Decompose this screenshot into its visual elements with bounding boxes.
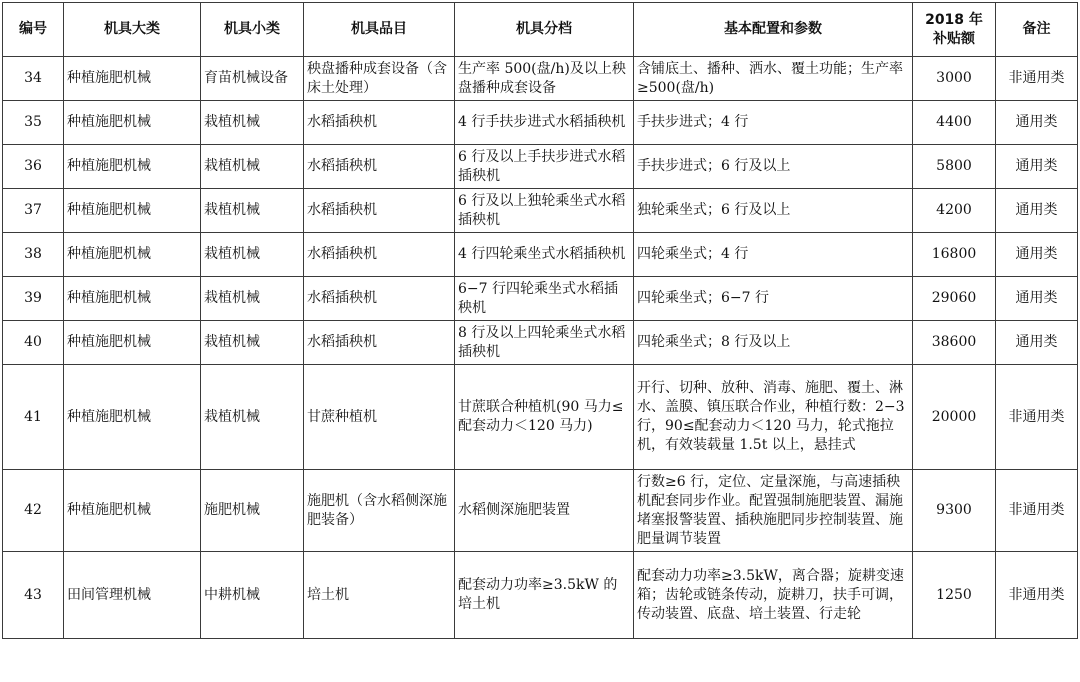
- cell-amount: 4200: [913, 189, 996, 233]
- cell-no: 40: [3, 321, 64, 365]
- cell-amount: 16800: [913, 233, 996, 277]
- cell-note: 非通用类: [996, 552, 1078, 639]
- cell-major: 种植施肥机械: [64, 189, 201, 233]
- cell-no: 35: [3, 101, 64, 145]
- table-row: [3, 233, 1078, 277]
- cell-item: 水稻插秧机: [304, 101, 455, 145]
- cell-minor: 栽植机械: [201, 321, 304, 365]
- cell-note: 通用类: [996, 321, 1078, 365]
- table-row: [3, 189, 1078, 233]
- cell-major: 种植施肥机械: [64, 101, 201, 145]
- header-note: 备注: [996, 3, 1078, 57]
- header-subsidy-year: 2018 年: [925, 11, 983, 28]
- table-row: [3, 552, 1078, 639]
- subsidy-table-container: [2, 2, 1077, 639]
- cell-item: 水稻插秧机: [304, 277, 455, 321]
- cell-minor: 中耕机械: [201, 552, 304, 639]
- cell-minor: 栽植机械: [201, 233, 304, 277]
- table-row: [3, 101, 1078, 145]
- cell-config: 四轮乘坐式；6−7 行: [634, 277, 913, 321]
- cell-major: 种植施肥机械: [64, 145, 201, 189]
- cell-no: 36: [3, 145, 64, 189]
- cell-minor: 栽植机械: [201, 101, 304, 145]
- cell-minor: 栽植机械: [201, 365, 304, 470]
- cell-item: 水稻插秧机: [304, 233, 455, 277]
- cell-no: 37: [3, 189, 64, 233]
- cell-amount: 3000: [913, 57, 996, 101]
- cell-grade: 8 行及以上四轮乘坐式水稻插秧机: [455, 321, 634, 365]
- cell-config: 含铺底土、播种、洒水、覆土功能；生产率 ≥500(盘/h): [634, 57, 913, 101]
- cell-grade: 配套动力功率≥3.5kW 的培土机: [455, 552, 634, 639]
- cell-item: 水稻插秧机: [304, 145, 455, 189]
- header-item: 机具品目: [304, 3, 455, 57]
- cell-amount: 38600: [913, 321, 996, 365]
- cell-amount: 29060: [913, 277, 996, 321]
- cell-major: 种植施肥机械: [64, 365, 201, 470]
- cell-minor: 栽植机械: [201, 189, 304, 233]
- cell-major: 田间管理机械: [64, 552, 201, 639]
- cell-no: 43: [3, 552, 64, 639]
- cell-amount: 5800: [913, 145, 996, 189]
- cell-grade: 6 行及以上手扶步进式水稻插秧机: [455, 145, 634, 189]
- cell-major: 种植施肥机械: [64, 321, 201, 365]
- cell-no: 42: [3, 470, 64, 552]
- cell-config: 配套动力功率≥3.5kW，离合器；旋耕变速箱；齿轮或链条传动，旋耕刀，扶手可调，传动装置、底盘、培土装置、行走轮: [634, 552, 913, 639]
- cell-major: 种植施肥机械: [64, 277, 201, 321]
- cell-major: 种植施肥机械: [64, 470, 201, 552]
- header-minor-category: 机具小类: [201, 3, 304, 57]
- cell-grade: 4 行手扶步进式水稻插秧机: [455, 101, 634, 145]
- table-row: [3, 145, 1078, 189]
- cell-grade: 甘蔗联合种植机(90 马力≤配套动力＜120 马力): [455, 365, 634, 470]
- cell-no: 34: [3, 57, 64, 101]
- table-row: [3, 277, 1078, 321]
- table-row: [3, 470, 1078, 552]
- cell-no: 41: [3, 365, 64, 470]
- cell-config: 四轮乘坐式；4 行: [634, 233, 913, 277]
- cell-item: 甘蔗种植机: [304, 365, 455, 470]
- cell-grade: 生产率 500(盘/h)及以上秧盘播种成套设备: [455, 57, 634, 101]
- table-row: [3, 57, 1078, 101]
- header-no: 编号: [3, 3, 64, 57]
- cell-note: 通用类: [996, 189, 1078, 233]
- cell-grade: 4 行四轮乘坐式水稻插秧机: [455, 233, 634, 277]
- cell-amount: 20000: [913, 365, 996, 470]
- header-config: 基本配置和参数: [634, 3, 913, 57]
- cell-minor: 栽植机械: [201, 145, 304, 189]
- cell-note: 通用类: [996, 145, 1078, 189]
- table-row: [3, 321, 1078, 365]
- cell-note: 通用类: [996, 101, 1078, 145]
- cell-amount: 1250: [913, 552, 996, 639]
- header-row: [3, 3, 1078, 57]
- cell-item: 培土机: [304, 552, 455, 639]
- cell-minor: 育苗机械设备: [201, 57, 304, 101]
- header-subsidy-amount: [913, 3, 996, 57]
- table-row: [3, 365, 1078, 470]
- cell-item: 水稻插秧机: [304, 321, 455, 365]
- cell-grade: 6−7 行四轮乘坐式水稻插秧机: [455, 277, 634, 321]
- cell-grade: 6 行及以上独轮乘坐式水稻插秧机: [455, 189, 634, 233]
- cell-item: 水稻插秧机: [304, 189, 455, 233]
- cell-config: 行数≥6 行，定位、定量深施，与高速插秧机配套同步作业。配置强制施肥装置、漏施堵塞报警装置、插秧施肥同步控制装置、施肥量调节装置: [634, 470, 913, 552]
- cell-major: 种植施肥机械: [64, 57, 201, 101]
- cell-config: 独轮乘坐式；6 行及以上: [634, 189, 913, 233]
- cell-note: 非通用类: [996, 470, 1078, 552]
- cell-note: 通用类: [996, 233, 1078, 277]
- cell-no: 38: [3, 233, 64, 277]
- cell-note: 非通用类: [996, 365, 1078, 470]
- cell-grade: 水稻侧深施肥装置: [455, 470, 634, 552]
- cell-item: 施肥机（含水稻侧深施肥装备）: [304, 470, 455, 552]
- header-grade: 机具分档: [455, 3, 634, 57]
- cell-no: 39: [3, 277, 64, 321]
- cell-minor: 施肥机械: [201, 470, 304, 552]
- subsidy-table: [2, 2, 1078, 639]
- cell-major: 种植施肥机械: [64, 233, 201, 277]
- cell-config: 手扶步进式；4 行: [634, 101, 913, 145]
- cell-note: 非通用类: [996, 57, 1078, 101]
- cell-config: 开行、切种、放种、消毒、施肥、覆土、淋水、盖膜、镇压联合作业，种植行数：2−3 行，90≤配套动力＜120 马力，轮式拖拉机，有效装载量 1.5t 以上，悬挂式: [634, 365, 913, 470]
- cell-amount: 4400: [913, 101, 996, 145]
- cell-note: 通用类: [996, 277, 1078, 321]
- cell-config: 手扶步进式；6 行及以上: [634, 145, 913, 189]
- cell-item: 秧盘播种成套设备（含床土处理）: [304, 57, 455, 101]
- cell-config: 四轮乘坐式；8 行及以上: [634, 321, 913, 365]
- header-subsidy-label: 补贴额: [933, 30, 975, 47]
- cell-minor: 栽植机械: [201, 277, 304, 321]
- header-major-category: 机具大类: [64, 3, 201, 57]
- cell-amount: 9300: [913, 470, 996, 552]
